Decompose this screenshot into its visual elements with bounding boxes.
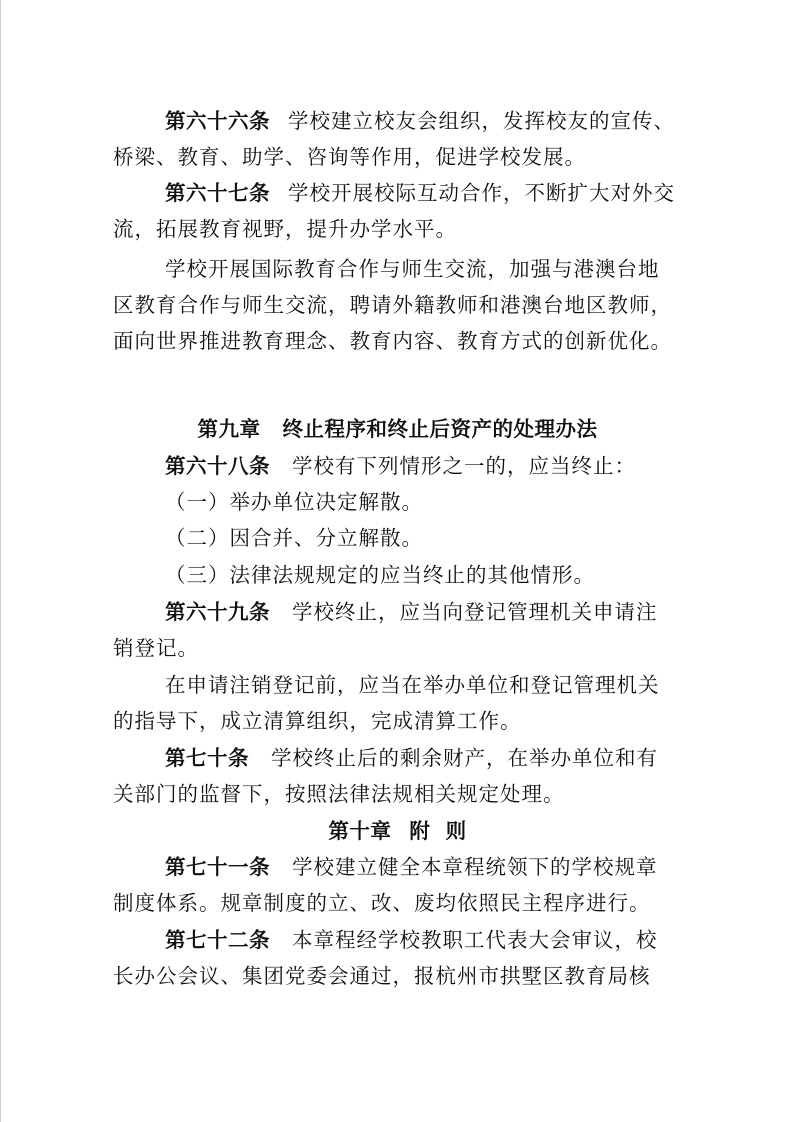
chapter-9-number: 第九章 xyxy=(197,417,261,441)
chapter-9-title: 终止程序和终止后资产的处理办法 xyxy=(282,417,598,441)
article-69-para-2-line-2: 的指导下，成立清算组织，完成清算工作。 xyxy=(113,709,522,733)
article-71-label: 第七十一条 xyxy=(165,855,270,879)
chapter-10-title: 附 则 xyxy=(409,819,467,843)
chapter-10-number: 第十章 xyxy=(328,819,392,843)
article-68-item-3: （三）法律法规规定的应当终止的其他情形。 xyxy=(165,563,595,587)
article-68-item-2: （二）因合并、分立解散。 xyxy=(165,526,423,550)
article-70-line-2: 关部门的监督下，按照法律法规相关规定处理。 xyxy=(113,782,565,806)
article-68-label: 第六十八条 xyxy=(165,454,270,478)
chapter-10-heading xyxy=(1,818,793,844)
article-66-text-1: 学校建立校友会组织，发挥校友的宣传、 xyxy=(288,109,675,133)
article-72-label: 第七十二条 xyxy=(165,928,270,952)
article-67-text-1: 学校开展校际互动合作，不断扩大对外交 xyxy=(288,181,675,205)
article-66-line-1 xyxy=(165,108,675,134)
article-69-para-2-line-1: 在申请注销登记前，应当在举办单位和登记管理机关 xyxy=(165,673,660,697)
article-69-text-1: 学校终止，应当向登记管理机关申请注 xyxy=(292,600,658,624)
article-71-line-1 xyxy=(165,854,658,880)
article-66-line-2: 桥梁、教育、助学、咨询等作用，促进学校发展。 xyxy=(113,145,586,169)
article-68-item-1: （一）举办单位决定解散。 xyxy=(165,490,423,514)
article-67-line-2: 流，拓展教育视野，提升办学水平。 xyxy=(113,217,457,241)
article-70-line-1 xyxy=(165,745,658,771)
chapter-9-heading xyxy=(1,416,793,442)
article-67-line-1 xyxy=(165,180,675,206)
article-72-line-2: 长办公会议、集团党委会通过，报杭州市拱墅区教育局核 xyxy=(113,964,651,988)
article-71-text-1: 学校建立健全本章程统领下的学校规章 xyxy=(292,855,658,879)
article-69-line-2: 销登记。 xyxy=(113,636,199,660)
article-69-label: 第六十九条 xyxy=(165,600,270,624)
article-68-text-1: 学校有下列情形之一的，应当终止： xyxy=(292,454,636,478)
article-69-line-1 xyxy=(165,599,658,625)
article-68-line-1 xyxy=(165,453,636,479)
article-71-line-2: 制度体系。规章制度的立、改、废均依照民主程序进行。 xyxy=(113,891,651,915)
article-67-para-2-line-1: 学校开展国际教育合作与师生交流，加强与港澳台地 xyxy=(165,257,660,281)
article-67-label: 第六十七条 xyxy=(165,181,270,205)
article-70-label: 第七十条 xyxy=(165,746,249,770)
article-72-text-1: 本章程经学校教职工代表大会审议，校 xyxy=(292,928,658,952)
article-67-para-2-line-3: 面向世界推进教育理念、教育内容、教育方式的创新优化。 xyxy=(113,329,672,353)
article-70-text-1: 学校终止后的剩余财产，在举办单位和有 xyxy=(271,746,658,770)
article-72-line-1 xyxy=(165,927,658,953)
article-67-para-2-line-2: 区教育合作与师生交流，聘请外籍教师和港澳台地区教师， xyxy=(113,293,672,317)
article-66-label: 第六十六条 xyxy=(165,109,270,133)
